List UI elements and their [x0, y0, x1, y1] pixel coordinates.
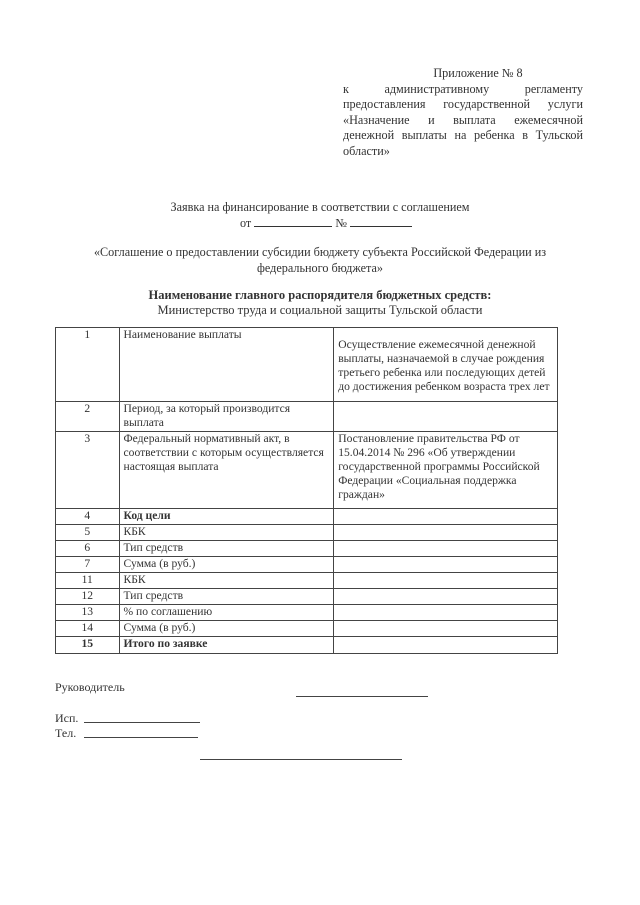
executor-line[interactable]: [84, 722, 200, 723]
row-value-text: Постановление правительства РФ от 15.04.2014 № 296 «Об утверждении государственной программы Российской Федерации «Социальная поддержка граждан»: [338, 432, 540, 501]
row-number: 2: [56, 402, 120, 432]
table-row: [56, 328, 558, 402]
table-row: [56, 525, 558, 541]
table-row: [56, 605, 558, 621]
table-row: [56, 541, 558, 557]
row-value[interactable]: [334, 621, 558, 637]
row-value[interactable]: [334, 432, 558, 509]
agreement-title: «Соглашение о предоставлении субсидии бюджету субъекта Российской Федерации из федерального бюджета»: [93, 245, 547, 275]
distributor-block: [60, 288, 580, 318]
row-label: Период, за который производится выплата: [119, 402, 334, 432]
row-label: КБК: [119, 573, 334, 589]
head-signature-line[interactable]: [296, 696, 428, 697]
executor-label: Исп.: [55, 711, 79, 725]
appendix-word-reglament: регламенту: [524, 81, 583, 96]
row-value[interactable]: [334, 589, 558, 605]
appendix-word-k: к: [343, 81, 349, 96]
request-title: [0, 200, 640, 231]
row-number: 5: [56, 525, 120, 541]
table-row: [56, 573, 558, 589]
bottom-signature-line[interactable]: [200, 759, 402, 760]
row-value-text: Осуществление ежемесячной денежной выплаты, назначаемой в случае рождения третьего ребенка или последующих детей до достижения ребенком возраста трех лет: [338, 338, 550, 393]
row-label: Код цели: [119, 509, 334, 525]
row-number: 1: [56, 328, 120, 402]
request-table: [55, 327, 558, 654]
table-row: [56, 621, 558, 637]
row-value[interactable]: [334, 328, 558, 402]
appendix-word-admin: административному: [384, 81, 490, 96]
row-value[interactable]: [334, 402, 558, 432]
phone-line[interactable]: [84, 737, 198, 738]
row-number: 6: [56, 541, 120, 557]
number-blank[interactable]: [350, 215, 412, 227]
row-number: 14: [56, 621, 120, 637]
row-label: Сумма (в руб.): [119, 557, 334, 573]
row-value[interactable]: [334, 637, 558, 654]
row-value[interactable]: [334, 605, 558, 621]
row-number: 11: [56, 573, 120, 589]
row-number: 15: [56, 637, 120, 654]
row-label: КБК: [119, 525, 334, 541]
appendix-first-line: [343, 82, 583, 98]
row-label: Итого по заявке: [119, 637, 334, 654]
row-value[interactable]: [334, 509, 558, 525]
row-label: % по соглашению: [119, 605, 334, 621]
distributor-heading: Наименование главного распорядителя бюджетных средств:: [148, 288, 492, 302]
row-value[interactable]: [334, 525, 558, 541]
table-row: [56, 402, 558, 432]
table-row: [56, 637, 558, 654]
appendix-title: Приложение № 8: [433, 66, 523, 80]
table-row: [56, 589, 558, 605]
row-label: Наименование выплаты: [119, 328, 334, 402]
row-value[interactable]: [334, 557, 558, 573]
row-value[interactable]: [334, 541, 558, 557]
date-blank[interactable]: [254, 215, 332, 227]
row-number: 13: [56, 605, 120, 621]
row-label: Сумма (в руб.): [119, 621, 334, 637]
table-row: [56, 432, 558, 509]
row-label: Тип средств: [119, 589, 334, 605]
row-value[interactable]: [334, 573, 558, 589]
phone-label: Тел.: [55, 726, 77, 740]
number-label: №: [335, 216, 347, 230]
row-number: 3: [56, 432, 120, 509]
from-label: от: [239, 216, 252, 230]
row-number: 12: [56, 589, 120, 605]
row-label: Федеральный нормативный акт, в соответствии с которым осуществляется настоящая выплата: [119, 432, 334, 509]
appendix-body: предоставления государственной услуги «Назначение и выплата ежемесячной денежной выплаты на ребенка в Тульской области»: [343, 97, 583, 158]
row-number: 7: [56, 557, 120, 573]
row-number: 4: [56, 509, 120, 525]
appendix-header: [343, 66, 583, 159]
request-line1: Заявка на финансирование в соответствии с соглашением: [170, 200, 470, 214]
distributor-name: Министерство труда и социальной защиты Тульской области: [157, 303, 483, 317]
table-row: [56, 509, 558, 525]
head-label: Руководитель: [55, 680, 125, 694]
request-line2: [0, 215, 640, 231]
row-label: Тип средств: [119, 541, 334, 557]
table-row: [56, 557, 558, 573]
